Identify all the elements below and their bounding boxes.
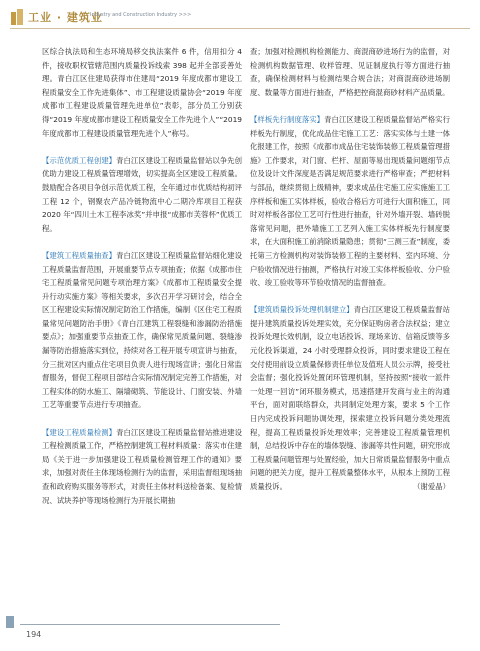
paragraph: 区综合执法局和生态环境局移交执法案件 6 件，信用扣分 4 件，接收职权管辖范围内质量投诉线索 398 起并全部妥善处理。青白江区住建局获得市住建局“2019 年度成都市建设工程质量安全工作先进集体”、市工程建设质量协会“2019 年度成都市工程建设质量管理先进单位”表彰，部分员工分别获得“2019 年度成都市建设工程质量安全工作先进个人”“2019 年度成都市工程建设质量管理先进个人”称号。: [42, 47, 242, 138]
page-header: [0, 0, 480, 30]
footer-marker: [6, 616, 14, 628]
paragraph: 【样板先行制度落实】青白江区建设工程质量监督站严格实行样板先行制度，优化成品住宅施工工艺：落实实体与土建一体化报建工作，按照《成都市成品住宅装饰装修工程质量管理措施》工作要求，对门窗、栏杆、屋面等易出现质量问题细节点位及设计文件深度是否满足规范要求进行严格审查；严把材料与部品，继续贯彻上级精神，要求成品住宅施工应实施施工工序样板和施工实体样板，验收合格后方可进行大面积施工，同时对样板各部位工艺可行性进行抽查，针对外墙开裂、墙砖脱落常见问题，把外墙施工工艺列入施工实体样板先行制度要求，在大面积施工前消除质量隐患；贯彻“三测三查”制度，委托第三方检测机构对装饰装修工程的主要材料、室内环境、分户验收情况进行抽测，严格执行对竣工实体样板验收、分户验收、竣工验收等环节验收情况的监督抽查。: [250, 114, 450, 288]
header-divider: [10, 28, 470, 29]
section-subtitle: Industry and Construction Industry >>>: [90, 12, 192, 18]
section-tag: 【建设工程质量检测】: [42, 427, 117, 437]
building-logo-icon: [10, 9, 24, 25]
author-signature: （谢爱晶）: [413, 482, 450, 491]
section-title: 工业 · 建筑业: [28, 11, 103, 24]
paragraph: 【建设工程质量检测】青白江区建设工程质量监督站推进建设工程检测质量工作，严格控制建筑工程材料质量：落实市住建局《关于进一步加强建设工程质量检测管理工作的通知》要求，加强对责任主体现场检测行为的监督，采用监督组现场抽查和政府购买服务等形式，对责任主体材料送检备案、复检情况、试块养护等现场检测行为开展长期抽: [42, 427, 242, 505]
paragraph: 查；加强对检测机构检测能力、商混商砂进场行为的监督，对检测机构数据管理、收样管理、见证制度执行等方面进行抽查，确保检测材料与检测结果合规合法；对商混商砂进场制度、数量等方面进行抽查，严格把控商混商砂材料产品质量。: [250, 47, 450, 97]
left-column: [42, 45, 242, 507]
footer-divider: [20, 624, 280, 625]
right-column: [250, 45, 450, 494]
paragraph: 【建筑工程质量抽查】青白江区建设工程质量监督站细化建设工程质量监督范围，开展重要节点专项抽查；依据《成都市住宅工程质量常见问题专项治理方案》《成都市工程质量安全提升行动实施方案》等相关要求，多次召开学习研讨会，结合全区工程建设实际情况制定防治工作措施，编制《区住宅工程质量常见问题防治手册》《青白江建筑工程裂缝和渗漏防治措施要点》；加强重要节点抽查工作，确保常见质量问题、裂缝渗漏等防治措施落实到位，持续对各工程开展专项宣讲与抽查，分三批对区内重点住宅项目负责人进行现场宣讲；强化日常监督服务，督促工程项目部结合实际情况制定完善工作措施，对工程实体的防水施工、隔墙砌筑、节能设计、门窗安装、外墙工艺等重要节点进行专项抽查。: [42, 250, 242, 410]
section-tag: 【示范优质工程创建】: [42, 155, 117, 165]
section-tag: 【建筑质量投诉处理机制建立】: [250, 305, 354, 315]
page-number: 194: [26, 630, 42, 639]
section-tag: 【样板先行制度落实】: [250, 114, 325, 124]
paragraph: 【建筑质量投诉处理机制建立】青白江区建设工程质量监督站提升建筑质量投诉处理实效，充分保证购房者合法权益；建立投诉处理长效机制，设立电话投诉、现场来访、信箱反馈等多元化投诉渠道，24 小时受理群众投诉，同时要求建设工程在交付使用前设立质量保修责任单位及值班人员公示牌，接受社会监督；强化投诉处置闭环管理机制，坚持按照“接收一派件一处理一回访”闭环服务模式，迅速搭建开发商与业主的沟通平台，面对面联络群众，共同制定处理方案，要求 5 个工作日内完成投诉问题协调处理，探索建立投诉问题分类处理流程，提高工程质量投诉处理效率；完善建设工程质量管理机制，总结投诉中存在的墙体裂缝、渗漏等共性问题，研究形成工程质量问题管理与处置经验，加大日常质量监督服务中重点问题的把关力度，提升工程质量整体水平，从根本上预防工程质量投诉。 （谢爱晶）: [250, 303, 450, 493]
section-tag: 【建筑工程质量抽查】: [42, 250, 117, 260]
paragraph: 【示范优质工程创建】青白江区建设工程质量监督站以争先创优助力建设工程质量管理增效，切实提高全区建设工程质量。鼓励配合各项目争创示范优质工程，全年通过市优质结构初评工程 12 个，钢聚农产品冷链物流中心二期冷库项目工程获 2020 年“四川土木工程李冰奖”并申报“成都市芙蓉杯”优质工程。: [42, 155, 242, 233]
